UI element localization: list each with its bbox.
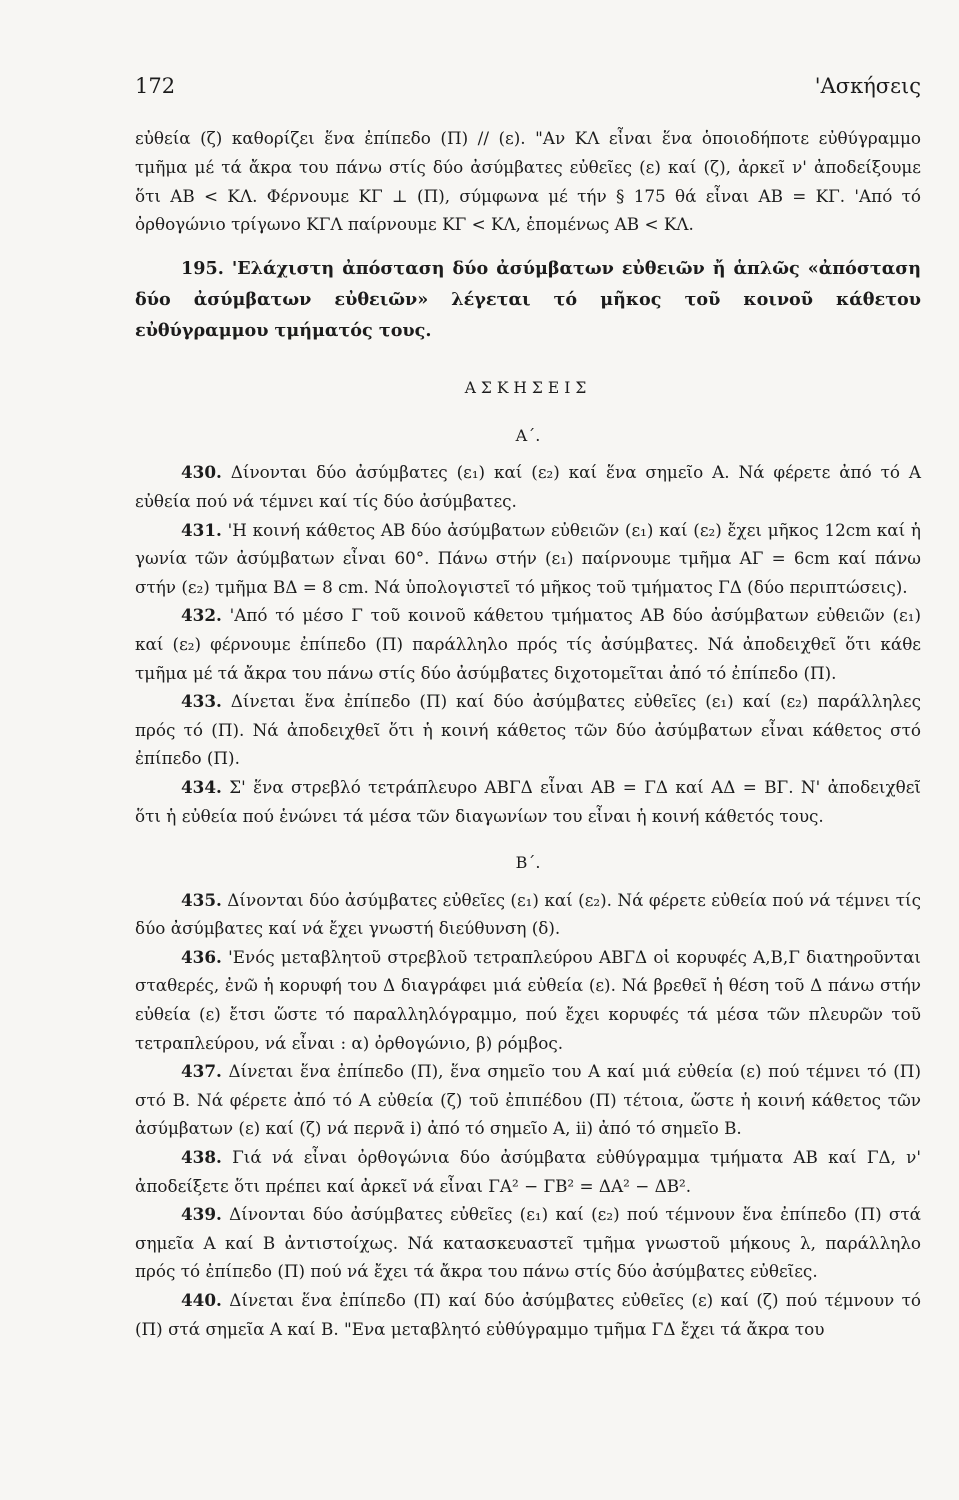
exercise-number: 435. xyxy=(181,889,222,910)
running-title: 'Ασκήσεις xyxy=(814,74,921,98)
exercise-number: 432. xyxy=(181,605,222,626)
exercise-number: 433. xyxy=(181,691,222,712)
exercise-text: Δίνονται δύο ἀσύμβατες εὐθεῖες (ε₁) καί (ε₂). Νά φέρετε εὐθεία πού νά τέμνει τίς δύο ἀσύμβατες καί νά ἔχει γνωστή διεύθυνση (δ). xyxy=(135,889,921,939)
exercise-434 xyxy=(135,773,921,830)
exercise-number: 434. xyxy=(181,776,222,797)
exercise-435 xyxy=(135,886,921,943)
exercise-439 xyxy=(135,1200,921,1286)
exercise-text: 'Ενός μεταβλητοῦ στρεβλοῦ τετραπλεύρου ΑΒΓΔ οἱ κορυφές Α,Β,Γ διατηροῦνται σταθερές, ἐνῶ ἡ κορυφή του Δ διαγράφει μιά εὐθεία (ε). Νά βρεθεῖ ἡ θέση τοῦ Δ πάνω στήν εὐθεία (ε) ἔτσι ὥστε τό παραλληλόγραμμο, πού ἔχει κορυφές τά μέσα τῶν πλευρῶν τοῦ τετραπλεύρου, νά εἶναι : α) ὀρθογώνιο, β) ρόμβος. xyxy=(135,946,921,1053)
section-heading: ΑΣΚΗΣΕΙΣ xyxy=(464,379,592,398)
exercise-440 xyxy=(135,1286,921,1343)
page-header xyxy=(135,70,921,106)
exercise-text: 'Η κοινή κάθετος ΑΒ δύο ἀσύμβατων εὐθειῶν (ε₁) καί (ε₂) ἔχει μῆκος 12cm καί ἡ γωνία τῶν ἀσύμβατων εἶναι 60°. Πάνω στήν (ε₁) παίρνουμε τμῆμα ΑΓ = 6cm καί πάνω στήν (ε₂) τμῆμα ΒΔ = 8 cm. Νά ὑπολογιστεῖ τό μῆκος τοῦ τμήματος ΓΔ (δύο περιπτώσεις). xyxy=(135,519,921,597)
page-body xyxy=(135,124,921,1343)
exercise-number: 439. xyxy=(181,1204,222,1225)
exercise-text: Δίνονται δύο ἀσύμβατες (ε₁) καί (ε₂) καί ἕνα σημεῖο Α. Νά φέρετε ἀπό τό Α εὐθεία πού νά τέμνει καί τίς δύο ἀσύμβατες. xyxy=(135,462,921,511)
exercise-438 xyxy=(135,1143,921,1200)
exercise-text: Δίνεται ἕνα ἐπίπεδο (Π) καί δύο ἀσύμβατες εὐθεῖες (ε) καί (ζ) πού τέμνουν τό (Π) στά σημεῖα Α καί Β. "Ενα μεταβλητό εὐθύγραμμο τμῆμα ΓΔ ἔχει τά ἄκρα του xyxy=(135,1290,921,1339)
exercise-number: 431. xyxy=(181,519,222,540)
exercise-number: 430. xyxy=(181,462,222,483)
exercise-number: 438. xyxy=(181,1147,222,1168)
exercise-number: 440. xyxy=(181,1290,222,1310)
proof-paragraph: εὐθεία (ζ) καθορίζει ἕνα ἐπίπεδο (Π) // (ε). "Αν ΚΛ εἶναι ἕνα ὁποιοδήποτε εὐθύγραμμο τμῆμα μέ τά ἄκρα του πάνω στίς δύο ἀσύμβατες εὐθεῖες (ε) καί (ζ), ἀρκεῖ ν' ἀποδείξουμε ὅτι ΑΒ < ΚΛ. Φέρνουμε ΚΓ ⊥ (Π), σύμφωνα μέ τήν § 175 θά εἶναι ΑΒ = ΚΓ. 'Από τό ὀρθογώνιο τρίγωνο ΚΓΛ παίρνουμε ΚΓ < ΚΛ, ἑπομένως ΑΒ < ΚΛ. xyxy=(135,128,921,235)
exercise-text: Γιά νά εἶναι ὀρθογώνια δύο ἀσύμβατα εὐθύγραμμα τμήματα ΑΒ καί ΓΔ, ν' ἀποδείξετε ὅτι πρέπει καί ἀρκεῖ νά εἶναι ΓΑ² − ΓΒ² = ΔΑ² − ΔΒ². xyxy=(135,1147,921,1196)
page-number: 172 xyxy=(135,74,176,98)
exercise-number: 436. xyxy=(181,946,222,967)
exercise-text: Δίνεται ἕνα ἐπίπεδο (Π) καί δύο ἀσύμβατες εὐθεῖες (ε₁) καί (ε₂) παράλληλες πρός τό (Π). Νά ἀποδειχθεῖ ὅτι ἡ κοινή κάθετος τῶν δύο ἀσύμβατων εἶναι κάθετος στό ἐπίπεδο (Π). xyxy=(135,691,921,769)
definition-195: 195. 'Ελάχιστη ἀπόσταση δύο ἀσύμβατων εὐθειῶν ἤ ἁπλῶς «ἀπόσταση δύο ἀσύμβατων εὐθειῶν» λέγεται τό μῆκος τοῦ κοινοῦ κάθετου εὐθύγραμμου τμήματός τους. xyxy=(135,258,921,342)
exercise-text: Δίνεται ἕνα ἐπίπεδο (Π), ἕνα σημεῖο του Α καί μιά εὐθεία (ε) πού τέμνει τό (Π) στό Β. Νά φέρετε ἀπό τό Α εὐθεία (ζ) τοῦ ἐπιπέδου (Π) τέτοια, ὥστε ἡ κοινή κάθετος τῶν ἀσύμβατων (ε) καί (ζ) νά περνᾶ i) ἀπό τό σημεῖο Α, ii) ἀπό τό σημεῖο Β. xyxy=(135,1061,921,1139)
exercise-430 xyxy=(135,458,921,515)
group-b-label: Β΄. xyxy=(515,853,541,873)
exercise-number: 437. xyxy=(181,1061,222,1082)
exercise-text: 'Από τό μέσο Γ τοῦ κοινοῦ κάθετου τμήματος ΑΒ δύο ἀσύμβατων εὐθειῶν (ε₁) καί (ε₂) φέρνουμε ἐπίπεδο (Π) παράλληλο πρός τίς ἀσύμβατες. Νά ἀποδειχθεῖ ὅτι κάθε τμῆμα μέ τά ἄκρα του πάνω στίς δύο ἀσύμβατες διχοτομεῖται ἀπό τό ἐπίπεδο (Π). xyxy=(135,605,921,683)
exercise-432 xyxy=(135,601,921,687)
exercise-436 xyxy=(135,943,921,1057)
exercise-437 xyxy=(135,1057,921,1143)
exercise-text: Δίνονται δύο ἀσύμβατες εὐθεῖες (ε₁) καί (ε₂) πού τέμνουν ἕνα ἐπίπεδο (Π) στά σημεῖα Α καί Β ἀντιστοίχως. Νά κατασκευαστεῖ τμῆμα γνωστοῦ μήκους λ, παράλληλο πρός τό ἐπίπεδο (Π) πού νά ἔχει τά ἄκρα του πάνω στίς δύο ἀσύμβατες εὐθεῖες. xyxy=(135,1204,921,1282)
group-a-label: Α΄. xyxy=(515,425,541,445)
exercise-433 xyxy=(135,687,921,773)
exercise-text: Σ' ἕνα στρεβλό τετράπλευρο ΑΒΓΔ εἶναι ΑΒ = ΓΔ καί ΑΔ = ΒΓ. Ν' ἀποδειχθεῖ ὅτι ἡ εὐθεία πού ἑνώνει τά μέσα τῶν διαγωνίων του εἶναι ἡ κοινή κάθετός τους. xyxy=(135,776,921,826)
exercise-431 xyxy=(135,516,921,602)
